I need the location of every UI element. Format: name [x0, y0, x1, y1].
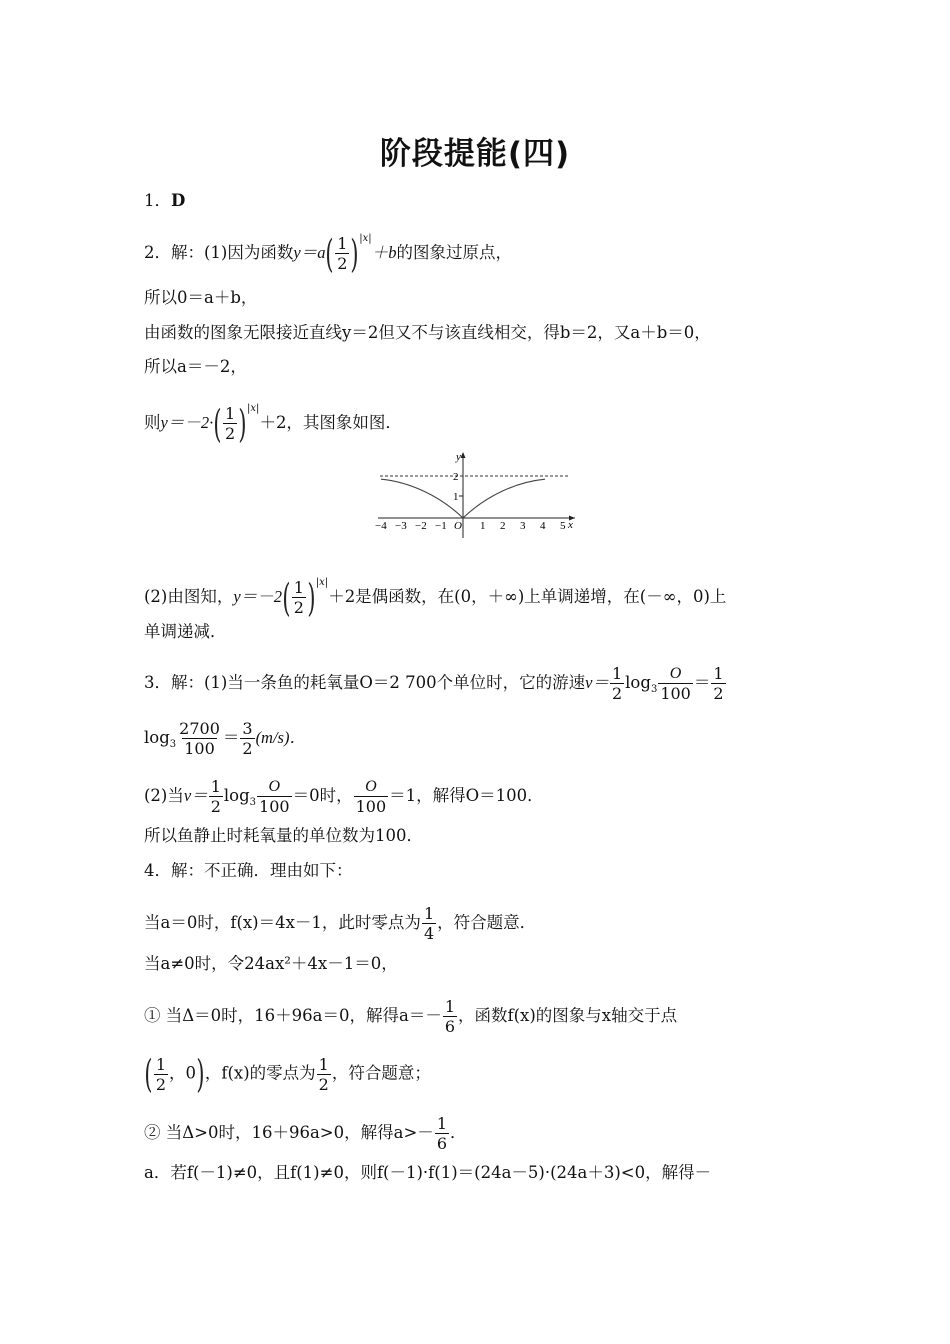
- frac-den: 100: [355, 797, 387, 816]
- q2-text: (1)因为函数: [204, 243, 294, 262]
- log-base: 3: [249, 797, 257, 808]
- fraction: [335, 234, 349, 273]
- q4-text: ，f(x)的零点为: [204, 1063, 316, 1083]
- y-tick-label-2: 2: [453, 471, 459, 483]
- x-tick-label: −1: [435, 520, 447, 532]
- fraction: [223, 404, 237, 443]
- frac-num: 1: [444, 997, 456, 1016]
- left-paren: (: [325, 231, 334, 276]
- q3-text: (1)当一条鱼的耗氧量O＝2 700个单位时，它的游速: [204, 673, 586, 692]
- fraction: [610, 664, 624, 703]
- q2-text: ＋2，其图象如图．: [259, 413, 402, 432]
- frac-num: O: [365, 778, 377, 795]
- q1-answer: D: [171, 191, 186, 210]
- q4-text: ，符合题意；: [331, 1063, 431, 1083]
- function-graph: [370, 446, 585, 541]
- fraction: [658, 664, 693, 703]
- q2-text: 则: [144, 413, 161, 432]
- exponent: |x|: [247, 403, 260, 414]
- origin-label: O: [454, 520, 462, 532]
- frac-den: 100: [184, 739, 215, 758]
- frac-num: 1: [611, 664, 623, 683]
- frac-den: 2: [155, 1074, 167, 1094]
- frac-num: 1: [713, 664, 724, 683]
- math-expr: y＝－2: [233, 587, 282, 606]
- y-tick-label-1: 1: [453, 491, 459, 503]
- q2-text: 的图象过原点，: [396, 243, 512, 262]
- q4-line-2: [144, 904, 536, 943]
- frac-num: 1: [318, 1054, 329, 1074]
- q3-line-1: [144, 664, 727, 703]
- q4-number: 4．: [144, 861, 171, 880]
- y-axis-label: y: [456, 451, 461, 463]
- log: log: [144, 728, 170, 747]
- x-tick-label: 3: [520, 520, 526, 532]
- right-paren: ): [196, 1052, 205, 1096]
- frac-num: 1: [210, 777, 221, 796]
- q4-line-4: [144, 997, 677, 1036]
- frac-den: 100: [660, 684, 691, 703]
- q4-text: 不正确．理由如下：: [204, 861, 353, 880]
- q3-line-4: 所以鱼静止时耗氧量的单位数为100．: [144, 826, 423, 845]
- fraction: [177, 719, 222, 758]
- fraction: [292, 578, 306, 617]
- frac-den: 2: [713, 684, 724, 703]
- frac-den: 4: [423, 924, 435, 943]
- x-tick-label: −2: [415, 520, 427, 532]
- q4-line-1: [144, 860, 353, 882]
- frac-den: 2: [210, 797, 221, 816]
- frac-den: 100: [259, 797, 290, 816]
- q4-head: 解：: [171, 861, 204, 880]
- q4-text: ．: [450, 1123, 467, 1142]
- fraction: [422, 904, 436, 943]
- frac-num: 1: [225, 404, 236, 423]
- math-expr: v＝: [585, 673, 609, 692]
- x-tick-label: 4: [540, 520, 546, 532]
- frac-num: 3: [242, 719, 253, 738]
- q3-number: 3．: [144, 673, 171, 692]
- q3-unit: (m/s)．: [255, 728, 306, 747]
- q3-line-2: [144, 719, 306, 758]
- frac-den: 2: [337, 254, 348, 273]
- frac-den: 6: [436, 1134, 447, 1153]
- q2-line-3: 由函数的图象无限接近直线y＝2但又不与该直线相交，得b＝2，又a＋b＝0，: [144, 323, 711, 342]
- page-title: 阶段提能(四): [379, 136, 571, 172]
- fraction: [354, 777, 389, 816]
- q4-text: ，函数f(x)的图象与x轴交于点: [458, 1006, 678, 1025]
- q2-line-6: [144, 572, 726, 618]
- equals: ＝: [222, 728, 240, 747]
- q3-head: 解：: [171, 673, 204, 692]
- x-tick-label: −3: [395, 520, 407, 532]
- frac-den: 2: [242, 739, 253, 758]
- x-tick-label: 2: [500, 520, 506, 532]
- log: log: [625, 673, 651, 692]
- frac-den: 2: [318, 1074, 329, 1094]
- frac-num: 1: [155, 1054, 167, 1074]
- q3-text: ＝0时，: [292, 786, 353, 805]
- frac-den: 2: [611, 684, 623, 703]
- q4-line-5: [144, 1054, 431, 1094]
- log-base: 3: [650, 684, 658, 695]
- q3-text: ＝1，解得O＝100．: [389, 786, 544, 805]
- point-coord: ，0: [169, 1063, 197, 1083]
- frac-num: 2700: [179, 719, 220, 738]
- frac-num: 1: [436, 1114, 447, 1133]
- fraction: [443, 997, 457, 1036]
- frac-num: O: [268, 778, 281, 795]
- frac-den: 6: [444, 1017, 456, 1036]
- q2-head: 解：: [171, 243, 204, 262]
- q4-line-3: 当a≠0时，令24ax²＋4x－1＝0，: [144, 954, 398, 973]
- q2-number: 2．: [144, 243, 171, 262]
- fraction: [711, 664, 725, 703]
- y-axis-arrow: [461, 452, 466, 458]
- fraction: [257, 777, 292, 816]
- left-paren: (: [282, 575, 291, 620]
- fraction: [209, 777, 223, 816]
- frac-num: 1: [337, 234, 348, 253]
- q2-line-4: 所以a＝－2，: [144, 357, 247, 376]
- right-paren: ): [350, 231, 359, 276]
- q3-text: (2)当: [144, 786, 184, 805]
- fraction: [317, 1055, 331, 1094]
- math-expr: ＋b: [371, 243, 397, 262]
- frac-den: 2: [225, 424, 236, 443]
- q3-line-3: [144, 777, 544, 816]
- q2-text: (2)由图知，: [144, 587, 234, 606]
- q2-line-7: 单调递减．: [144, 622, 227, 641]
- frac-den: 2: [293, 598, 304, 617]
- q4-text: ，符合题意．: [437, 913, 537, 932]
- math-expr: y＝a: [293, 243, 326, 262]
- log: log: [223, 786, 250, 805]
- exponent: |x|: [315, 577, 329, 588]
- x-tick-label: −4: [375, 520, 387, 532]
- log-base: 3: [169, 739, 177, 750]
- q4-line-7: a．若f(－1)≠0，且f(1)≠0，则f(－1)·f(1)＝(24a－5)·(24a＋3)<0，解得－: [144, 1163, 712, 1182]
- q1-number: 1．: [144, 191, 171, 210]
- q1-line: [144, 190, 185, 212]
- q2-line-1: [144, 228, 512, 274]
- exponent: |x|: [359, 233, 372, 244]
- fraction: [435, 1114, 449, 1153]
- q2-text: ＋2是偶函数，在(0，＋∞)上单调递增，在(－∞，0)上: [328, 587, 727, 606]
- right-paren: ): [307, 575, 316, 620]
- q4-text: ② 当Δ>0时，16＋96a>0，解得a>－: [144, 1123, 434, 1142]
- x-tick-label: 5: [560, 520, 566, 532]
- left-paren: (: [213, 401, 222, 446]
- q2-line-5: [144, 398, 402, 444]
- q4-text: 当a＝0时，f(x)＝4x－1，此时零点为: [144, 913, 421, 932]
- math-expr: y＝－2·: [160, 413, 214, 432]
- frac-num: O: [669, 665, 682, 682]
- fraction: [154, 1055, 168, 1094]
- x-axis-label: x: [568, 519, 573, 531]
- math-expr: v＝: [183, 786, 208, 805]
- q4-text: ① 当Δ＝0时，16＋96a＝0，解得a＝－: [144, 1006, 442, 1025]
- frac-num: 1: [293, 578, 304, 597]
- q4-line-6: [144, 1114, 467, 1153]
- right-paren: ): [238, 401, 247, 446]
- left-paren: (: [144, 1052, 153, 1096]
- fraction: [240, 719, 254, 758]
- x-tick-label: 1: [480, 520, 486, 532]
- frac-num: 1: [423, 904, 435, 923]
- equals: ＝: [693, 673, 711, 692]
- q2-line-2: 所以0＝a＋b，: [144, 288, 258, 307]
